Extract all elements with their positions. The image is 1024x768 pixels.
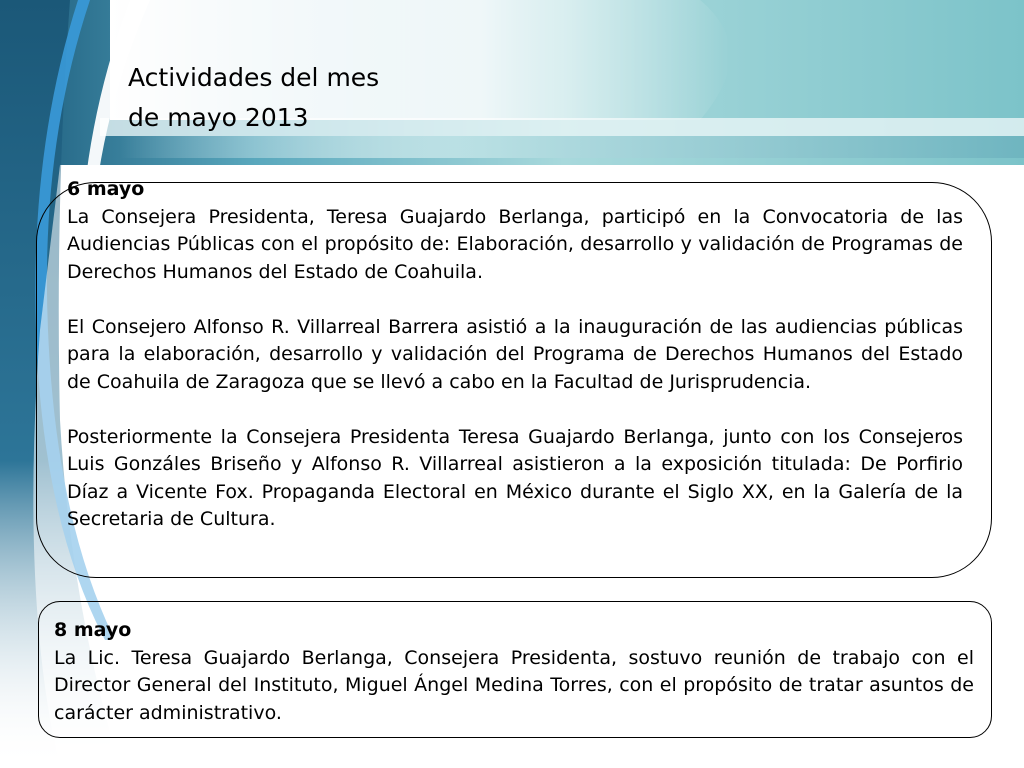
- page-title: [128, 58, 728, 138]
- entry-8-mayo: [54, 617, 974, 727]
- entry-paragraph: El Consejero Alfonso R. Villarreal Barrera asistió a la inauguración de las audiencias públicas para la elaboración, desarrollo y validación del Programa de Derechos Humanos del Estado de Coahuila de Zaragoza que se llevó a cabo en la Facultad de Jurisprudencia.: [67, 315, 963, 393]
- entry-6-mayo: [67, 176, 963, 534]
- entry-paragraph: La Consejera Presidenta, Teresa Guajardo Berlanga, participó en la Convocatoria de las Audiencias Públicas con el propósito de: Elaboración, desarrollo y validación de Programas de Derechos Humanos del Estado de Coahuila.: [67, 205, 963, 283]
- header-lower-stripe: [120, 136, 1024, 158]
- title-line-2: de mayo 2013: [128, 103, 309, 132]
- entry-paragraph: Posteriormente la Consejera Presidenta Teresa Guajardo Berlanga, junto con los Consejeros Luis Gonzáles Briseño y Alfonso R. Villarreal asistieron a la exposición titulada: De Porfirio Díaz a Vicente Fox. Propaganda Electoral en México durante el Siglo XX, en la Galería de la Secretaria de Cultura.: [67, 425, 963, 530]
- title-line-1: Actividades del mes: [128, 63, 380, 92]
- entry-date: 6 mayo: [67, 178, 145, 200]
- entry-date: 8 mayo: [54, 619, 132, 641]
- entry-paragraph: La Lic. Teresa Guajardo Berlanga, Consejera Presidenta, sostuvo reunión de trabajo con el Director General del Instituto, Miguel Ángel Medina Torres, con el propósito de tratar asuntos de carácter administrativo.: [54, 646, 974, 724]
